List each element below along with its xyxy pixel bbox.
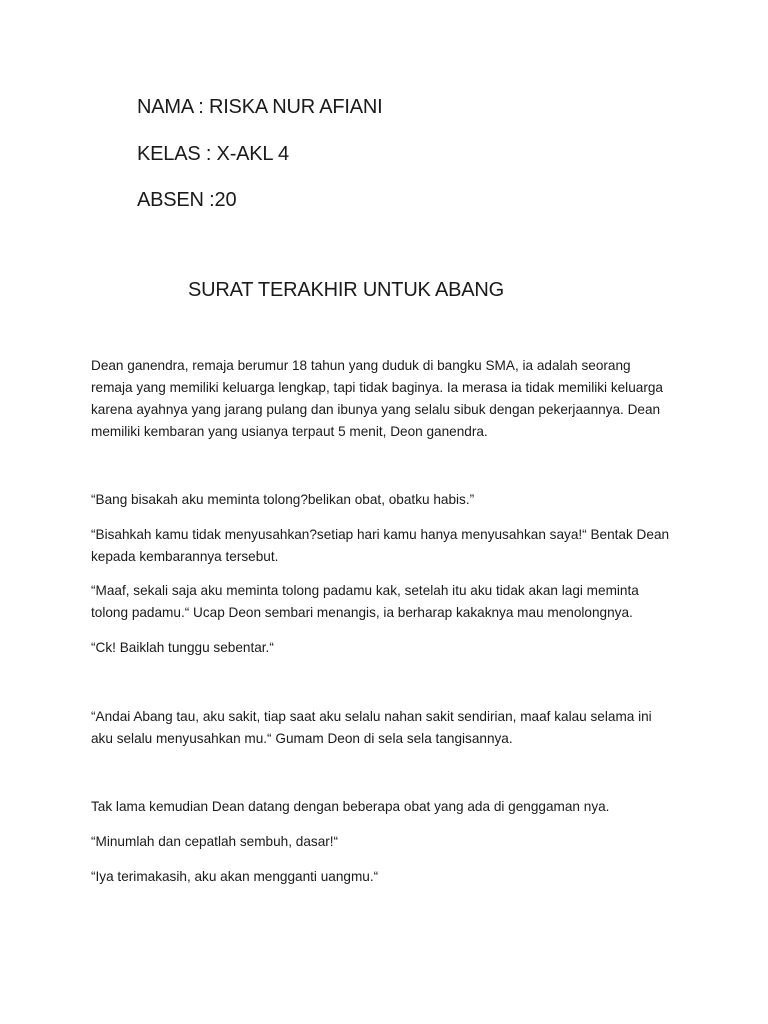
student-class: KELAS : X-AKL 4 [137, 143, 289, 165]
paragraph-line: “Minumlah dan cepatlah sembuh, dasar!“ [91, 834, 339, 849]
paragraph-dialogue [91, 866, 681, 888]
paragraph-line: “Bisahkah kamu tidak menyusahkan?setiap hari kamu hanya menyusahkan saya!“ Bentak Dean [91, 527, 670, 542]
paragraph-dialogue [91, 489, 681, 511]
paragraph-line: tolong padamu.“ Ucap Deon sembari menangis, ia berharap kakaknya mau menolongnya. [91, 605, 633, 620]
paragraph-dialogue [91, 831, 681, 853]
paragraph-line: remaja yang memiliki keluarga lengkap, tapi tidak baginya. Ia merasa ia tidak memiliki keluarga [91, 380, 663, 395]
paragraph-line: kepada kembarannya tersebut. [91, 549, 279, 564]
paragraph-dialogue [91, 580, 681, 624]
paragraph-intro [91, 355, 681, 443]
paragraph-dialogue [91, 524, 681, 568]
story-title: SURAT TERAKHIR UNTUK ABANG [188, 279, 504, 301]
paragraph-line: “Bang bisakah aku meminta tolong?belikan obat, obatku habis.” [91, 492, 475, 507]
paragraph-line: karena ayahnya yang jarang pulang dan ibunya yang selalu sibuk dengan pekerjaannya. Dean [91, 402, 661, 417]
paragraph-line: “Iya terimakasih, aku akan mengganti uangmu.“ [91, 869, 379, 884]
paragraph-line: Dean ganendra, remaja berumur 18 tahun yang duduk di bangku SMA, ia adalah seorang [91, 358, 631, 373]
paragraph-narration [91, 796, 681, 818]
paragraph-line: memiliki kembaran yang usianya terpaut 5 menit, Deon ganendra. [91, 424, 488, 439]
paragraph-dialogue [91, 706, 681, 750]
student-name: NAMA : RISKA NUR AFIANI [137, 96, 383, 118]
paragraph-line: “Ck! Baiklah tunggu sebentar.“ [91, 640, 274, 655]
paragraph-dialogue [91, 637, 681, 659]
student-absence-number: ABSEN :20 [137, 189, 237, 211]
paragraph-line: Tak lama kemudian Dean datang dengan beberapa obat yang ada di genggaman nya. [91, 799, 610, 814]
paragraph-line: “Andai Abang tau, aku sakit, tiap saat aku selalu nahan sakit sendirian, maaf kalau selama ini [91, 709, 652, 724]
paragraph-line: “Maaf, sekali saja aku meminta tolong padamu kak, setelah itu aku tidak akan lagi meminta [91, 583, 639, 598]
paragraph-line: aku selalu menyusahkan mu.“ Gumam Deon di sela sela tangisannya. [91, 731, 513, 746]
